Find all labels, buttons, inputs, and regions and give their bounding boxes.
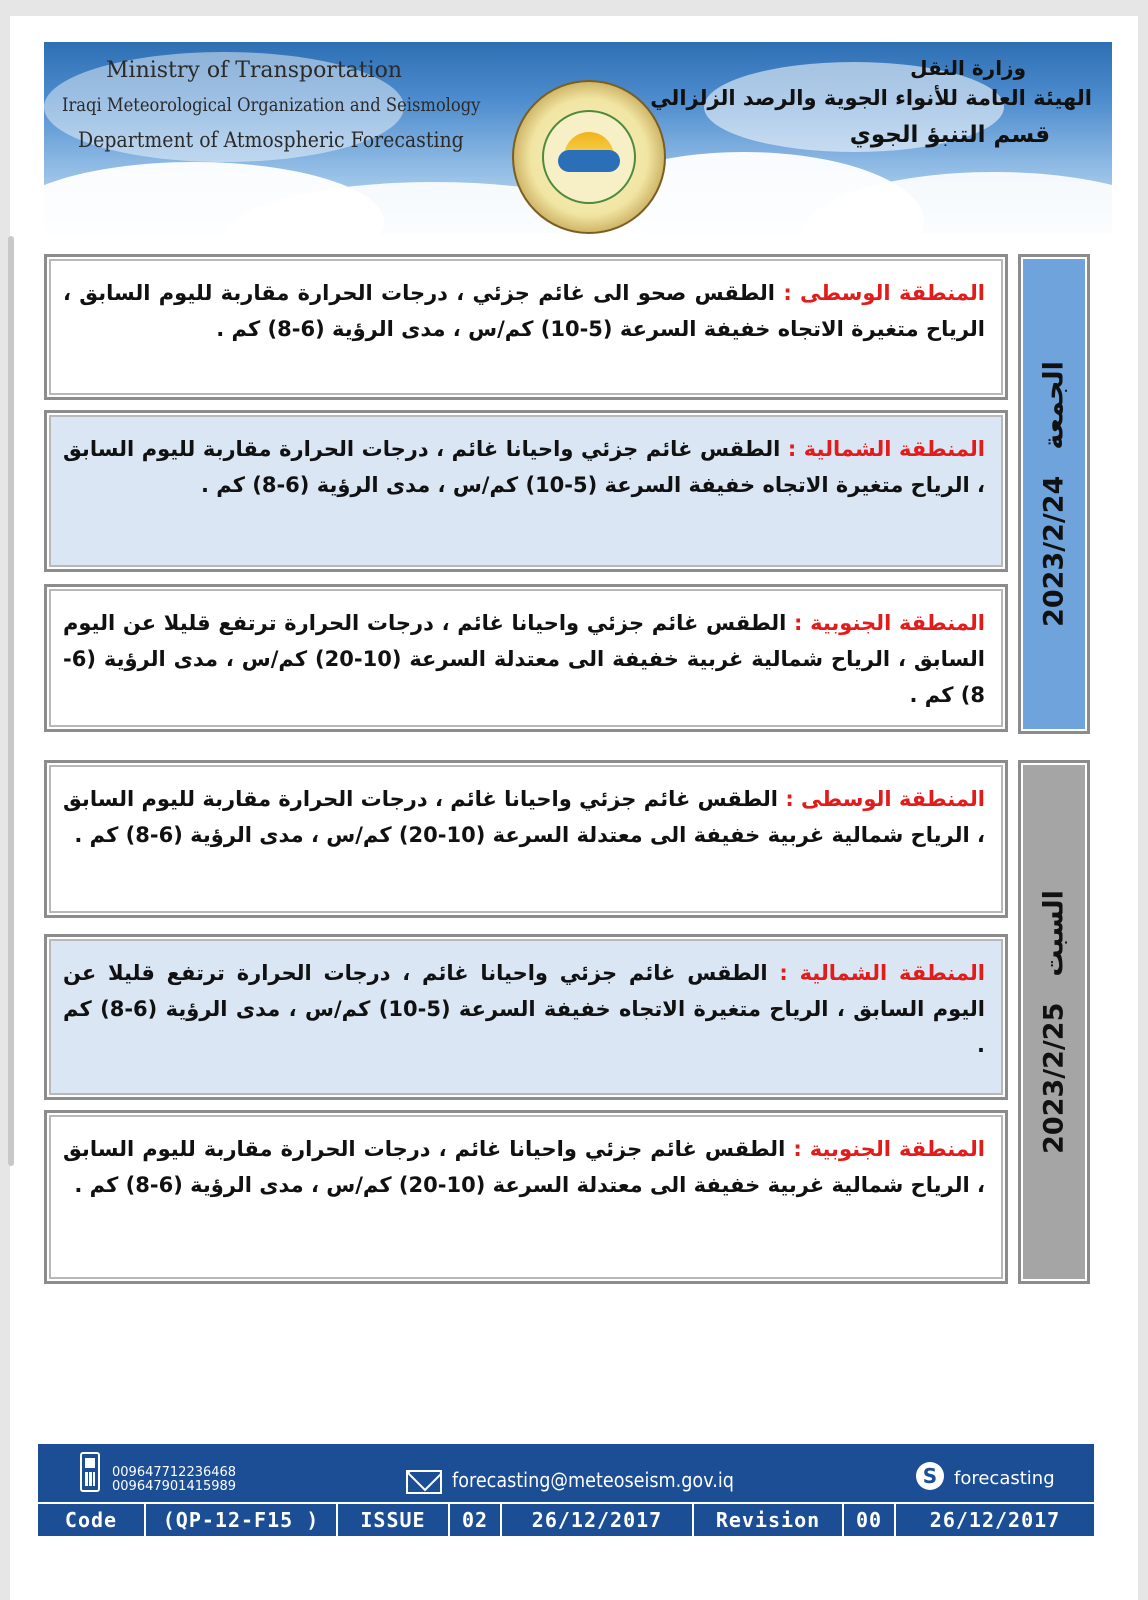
scrollbar[interactable] xyxy=(8,236,14,1166)
email-link[interactable]: forecasting@meteoseism.gov.iq xyxy=(452,1468,734,1492)
forecast-day1-south xyxy=(44,584,1008,732)
forecast-day1-north xyxy=(44,410,1008,572)
forecast-text: الطقس غائم جزئي واحيانا غائم ، درجات الحرارة مقاربة لليوم السابق ، الرياح متغيرة الاتجاه خفيفة السرعة (5-10) كم/س ، مدى الرؤية (6-8) كم . xyxy=(63,437,985,497)
document-code-bar xyxy=(38,1502,1094,1536)
mobile-phone-icon xyxy=(80,1452,100,1492)
skype-icon: S xyxy=(916,1462,944,1490)
revision-date: 26/12/2017 xyxy=(929,1508,1061,1532)
code-label: Code xyxy=(38,1504,146,1536)
ministry-en: Ministry of Transportation xyxy=(106,58,403,83)
phone-number-2: 009647901415989 xyxy=(112,1479,237,1494)
envelope-icon xyxy=(406,1470,442,1494)
forecast-text: الطقس غائم جزئي واحيانا غائم ، درجات الحرارة مقاربة لليوم السابق ، الرياح شمالية غربية خفيفة الى معتدلة السرعة (10-20) كم/س ، مدى الرؤية (6-8) كم . xyxy=(63,787,985,847)
date-label: 2023/2/25 xyxy=(1038,1002,1070,1154)
issue-label: ISSUE xyxy=(338,1504,450,1536)
region-label: المنطقة الوسطى : xyxy=(785,787,985,811)
issue-value: 02 xyxy=(450,1504,502,1536)
organization-seal-icon xyxy=(512,80,666,234)
code-value: (QP-12-F15 ) xyxy=(146,1504,338,1536)
revision-value: 00 xyxy=(844,1504,896,1536)
day-name: السبت xyxy=(1038,890,1070,977)
day-name: الجمعة xyxy=(1038,361,1070,450)
region-label: المنطقة الوسطى : xyxy=(783,281,985,305)
region-label: المنطقة الجنوبية : xyxy=(793,1137,985,1161)
forecast-day2-central xyxy=(44,760,1008,918)
region-label: المنطقة الشمالية : xyxy=(787,437,986,461)
forecast-day2-south xyxy=(44,1110,1008,1284)
forecast-day1-central xyxy=(44,254,1008,400)
skype-handle[interactable]: forecasting xyxy=(954,1468,1055,1489)
region-label: المنطقة الشمالية : xyxy=(779,961,986,985)
date-bar-day2 xyxy=(1018,760,1090,1284)
date-label: 2023/2/24 xyxy=(1038,475,1070,627)
ministry-ar: وزارة النقل xyxy=(910,56,1026,80)
phone-number-1: 009647712236468 xyxy=(112,1465,237,1480)
region-label: المنطقة الجنوبية : xyxy=(794,611,985,635)
issue-date: 26/12/2017 xyxy=(502,1504,694,1536)
forecast-day2-north xyxy=(44,934,1008,1100)
date-bar-day1 xyxy=(1018,254,1090,734)
footer xyxy=(38,1444,1094,1536)
forecast-text: الطقس غائم جزئي واحيانا غائم ، درجات الحرارة ترتفع قليلا عن اليوم السابق ، الرياح متغيرة الاتجاه خفيفة السرعة (5-10) كم/س ، مدى الرؤية (6-8) كم . xyxy=(63,961,985,1057)
department-ar: قسم التنبؤ الجوي xyxy=(849,122,1050,148)
forecast-text: الطقس غائم جزئي واحيانا غائم ، درجات الحرارة مقاربة لليوم السابق ، الرياح شمالية غربية خفيفة الى معتدلة السرعة (10-20) كم/س ، مدى الرؤية (6-8) كم . xyxy=(63,1137,985,1197)
organization-en: Iraqi Meteorological Organization and Seismology xyxy=(62,94,481,116)
department-en: Department of Atmospheric Forecasting xyxy=(78,128,464,152)
header-banner xyxy=(44,42,1112,234)
forecast-text: الطقس غائم جزئي واحيانا غائم ، درجات الحرارة ترتفع قليلا عن اليوم السابق ، الرياح شمالية غربية خفيفة الى معتدلة السرعة (10-20) كم/س ، مدى الرؤية (6-8) كم . xyxy=(63,611,986,707)
organization-ar: الهيئة العامة للأنواء الجوية والرصد الزلزالي xyxy=(650,86,1092,110)
forecast-text: الطقس صحو الى غائم جزئي ، درجات الحرارة مقاربة لليوم السابق ، الرياح متغيرة الاتجاه خفيفة السرعة (5-10) كم/س ، مدى الرؤية (6-8) كم . xyxy=(63,281,985,341)
revision-label: Revision xyxy=(694,1504,844,1536)
